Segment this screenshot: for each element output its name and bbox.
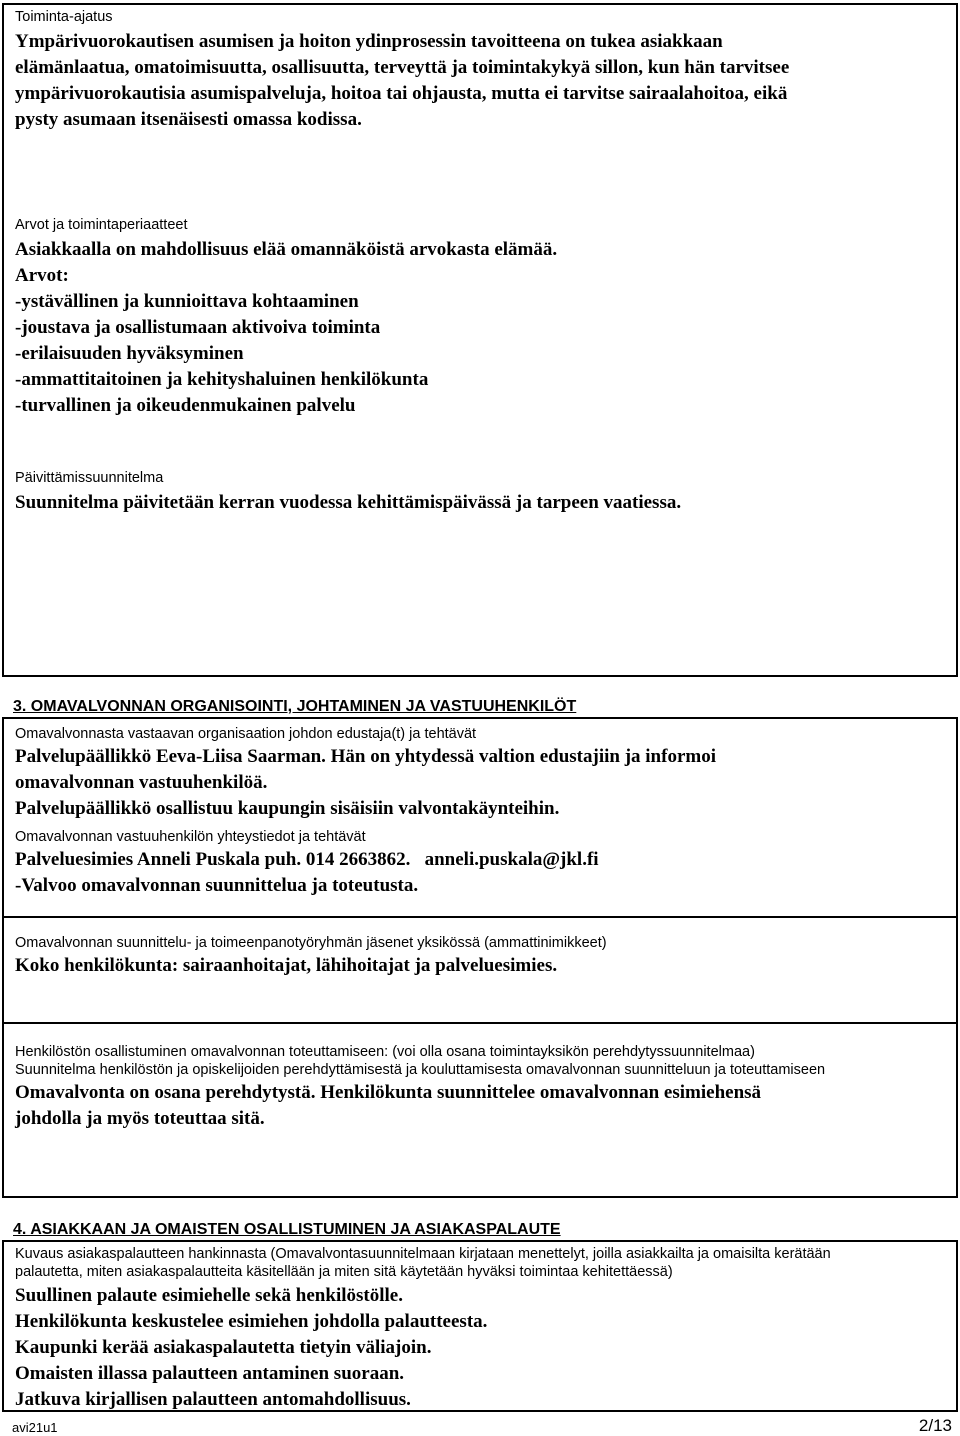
text-line: Ympärivuorokautisen asumisen ja hoiton ydinprosessin tavoitteena on tukea asiakkaan xyxy=(15,31,723,52)
text-line: Arvot: xyxy=(15,265,69,286)
paivittamissuunnitelma-section xyxy=(4,469,956,516)
toiminta-ajatus-label: Toiminta-ajatus xyxy=(15,9,113,25)
section-divider xyxy=(4,1022,956,1024)
text-line: elämänlaatua, omatoimisuutta, osallisuutta, terveyttä ja toimintakykyä sillon, kun hän tarvitsee xyxy=(15,57,790,78)
text-line: -turvallinen ja oikeudenmukainen palvelu xyxy=(15,395,356,416)
text-line: Omavalvonta on osana perehdytystä. Henkilökunta suunnittelee omavalvonnan esimiehensä xyxy=(15,1082,762,1103)
asiakaspalaute-label: palautetta, miten asiakaspalautteita käsitellään ja miten sitä käytetään hyväksi toimintaa kehitettäessä) xyxy=(15,1264,673,1280)
arvot-section xyxy=(4,216,956,419)
arvot-text xyxy=(15,237,956,419)
asiakaspalaute-section xyxy=(4,1245,956,1413)
vastuuhenkilo-section xyxy=(4,828,956,899)
johdon-edustaja-section xyxy=(4,725,956,822)
arvot-label: Arvot ja toimintaperiaatteet xyxy=(15,217,188,233)
text-line: Jatkuva kirjallisen palautteen antomahdollisuus. xyxy=(15,1389,411,1410)
document-code: avi21u1 xyxy=(12,1420,58,1435)
text-line: pysty asumaan itsenäisesti omassa kodissa. xyxy=(15,109,362,130)
toiminta-ajatus-box xyxy=(2,3,958,677)
text-line: Omaisten illassa palautteen antaminen suoraan. xyxy=(15,1363,405,1384)
vastuuhenkilo-text xyxy=(15,847,956,899)
text-line: Asiakkaalla on mahdollisuus elää omannäköistä arvokasta elämää. xyxy=(15,239,558,260)
paivittamissuunnitelma-label: Päivittämissuunnitelma xyxy=(15,470,164,486)
toiminta-ajatus-section xyxy=(4,8,956,133)
text-line: Palvelupäällikkö osallistuu kaupungin sisäisiin valvontakäynteihin. xyxy=(15,798,560,819)
text-line: -ystävällinen ja kunnioittava kohtaaminen xyxy=(15,291,359,312)
text-line: -Valvoo omavalvonnan suunnittelua ja toteutusta. xyxy=(15,875,419,896)
text-line: -erilaisuuden hyväksyminen xyxy=(15,343,244,364)
osallistuminen-label: Henkilöstön osallistuminen omavalvonnan toteuttamiseen: (voi olla osana toimintayksikön perehdytyssuunnitelmaa) xyxy=(15,1044,755,1060)
asiakaspalaute-text xyxy=(15,1283,956,1413)
johdon-edustaja-label: Omavalvonnasta vastaavan organisaation johdon edustaja(t) ja tehtävät xyxy=(15,726,477,742)
text-line: Palvelupäällikkö Eeva-Liisa Saarman. Hän on yhtydessä valtion edustajiin ja informoi xyxy=(15,746,716,767)
text-line: Kaupunki kerää asiakaspalautetta tietyin väliajoin. xyxy=(15,1337,432,1358)
section-divider xyxy=(4,916,956,918)
section-4-heading: 4. ASIAKKAAN JA OMAISTEN OSALLISTUMINEN JA ASIAKASPALAUTE xyxy=(13,1221,561,1238)
paivittamissuunnitelma-text xyxy=(15,490,956,516)
tyoryhma-text xyxy=(15,953,956,979)
text-line: Suunnitelma päivitetään kerran vuodessa kehittämispäivässä ja tarpeen vaatiessa. xyxy=(15,492,682,513)
text-line: ympärivuorokautisia asumispalveluja, hoitoa tai ohjausta, mutta ei tarvitse sairaalahoitoa, eikä xyxy=(15,83,788,104)
henkiloston-osallistuminen-section xyxy=(4,1043,956,1132)
text-line: Henkilökunta keskustelee esimiehen johdolla palautteesta. xyxy=(15,1311,488,1332)
text-line: Suullinen palaute esimiehelle sekä henkilöstölle. xyxy=(15,1285,403,1306)
text-line: omavalvonnan vastuuhenkilöä. xyxy=(15,772,268,793)
text-line: Palveluesimies Anneli Puskala puh. 014 2663862. anneli.puskala@jkl.fi xyxy=(15,849,599,870)
osallistuminen-label: Suunnitelma henkilöstön ja opiskelijoiden perehdyttämisestä ja kouluttamisesta omavalvonnan suunnitteluun ja toteuttamiseen xyxy=(15,1062,826,1078)
asiakaspalaute-label: Kuvaus asiakaspalautteen hankinnasta (Omavalvontasuunnitelmaan kirjataan menettelyt, joilla asiakkailta ja omaisilta kerätään xyxy=(15,1246,831,1262)
tyoryhma-label: Omavalvonnan suunnittelu- ja toimeenpanotyöryhmän jäsenet yksikössä (ammattinimikkeet) xyxy=(15,935,607,951)
tyoryhma-section xyxy=(4,934,956,979)
text-line: johdolla ja myös toteuttaa sitä. xyxy=(15,1108,265,1129)
page-number: 2/13 xyxy=(918,1416,952,1435)
toiminta-ajatus-text xyxy=(15,29,956,133)
text-line: Koko henkilökunta: sairaanhoitajat, lähihoitajat ja palveluesimies. xyxy=(15,955,558,976)
section-3-box xyxy=(2,717,958,1198)
vastuuhenkilo-label: Omavalvonnan vastuuhenkilön yhteystiedot ja tehtävät xyxy=(15,829,366,845)
osallistuminen-text xyxy=(15,1080,956,1132)
johdon-edustaja-text xyxy=(15,744,956,822)
section-3-heading: 3. OMAVALVONNAN ORGANISOINTI, JOHTAMINEN JA VASTUUHENKILÖT xyxy=(13,698,577,715)
text-line: -ammattitaitoinen ja kehityshaluinen henkilökunta xyxy=(15,369,429,390)
section-4-box xyxy=(2,1240,958,1412)
text-line: -joustava ja osallistumaan aktivoiva toiminta xyxy=(15,317,381,338)
